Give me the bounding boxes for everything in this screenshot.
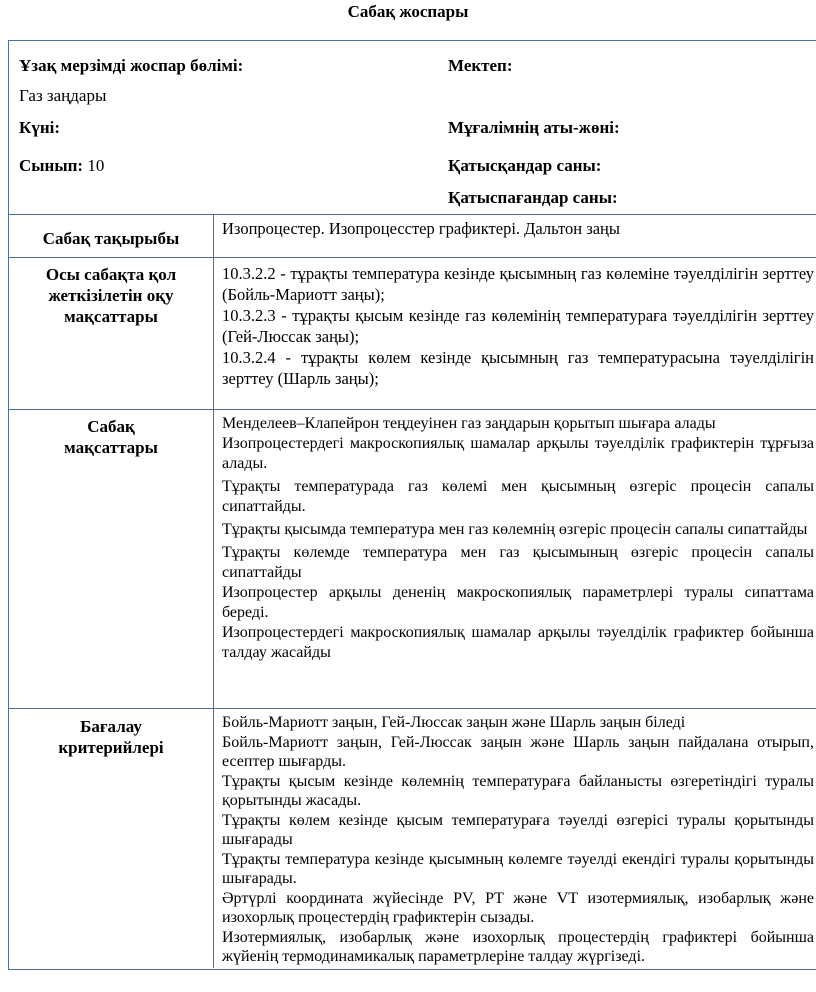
assessment-criteria-label-line: критерийлері <box>58 738 164 757</box>
lesson-objectives-label-line: Сабақ <box>87 417 135 436</box>
assessment-criteria-label <box>10 716 212 758</box>
lesson-objectives-label-line: мақсаттары <box>64 438 158 457</box>
criterion-item: Тұрақты температура кезінде қысымның көлемге тәуелді екендігі туралы қорытынды шығарады. <box>222 850 814 887</box>
lesson-objectives-list <box>222 414 814 666</box>
table-divider <box>8 257 816 258</box>
lesson-objective-item: Тұрақты температурада газ көлемі мен қысымның өзгеріс процесін сапалы сипаттайды. <box>222 478 814 515</box>
column-divider <box>213 214 214 968</box>
class-label: Сынып: <box>19 156 84 175</box>
criterion-item: Бойль-Мариотт заңын, Гей-Люссак заңын және Шарль заңын біледі <box>222 714 686 731</box>
absent-count-label: Қатыспағандар саны: <box>448 188 618 207</box>
class-value: 10 <box>87 156 105 175</box>
criterion-item: Әртүрлі координата жүйесінде PV, PT және VT изотермиялық, изобарлық және изохорлық процестердің графиктерін сызады. <box>222 889 815 926</box>
assessment-criteria-label-line: Бағалау <box>80 717 142 736</box>
table-divider <box>8 214 816 215</box>
lesson-objective-item: Менделеев–Клапейрон теңдеуінен газ заңдарын қорытып шығара алады <box>222 415 716 432</box>
document-title: Сабақ жоспары <box>347 2 469 21</box>
school-label: Мектеп: <box>448 56 513 75</box>
lesson-objective-item: Тұрақты қысымда температура мен газ көлемнің өзгеріс процесін сапалы сипаттайды <box>222 521 808 538</box>
lesson-objective-item: Изопроцестердегі макроскопиялық шамалар арқылы тәуелділік графиктерін тұрғыза алады. <box>222 435 814 472</box>
topic-value: Изопроцестер. Изопроцесстер графиктері. Дальтон заңы <box>222 219 620 238</box>
assessment-criteria-list <box>222 713 814 967</box>
criterion-item: Тұрақты көлем кезінде қысым температураға тәуелді өзгерісі туралы қорытынды шығарады <box>222 811 814 848</box>
lesson-objective-item: Изопроцестер арқылы дененің макроскопиялық параметрлері туралы сипаттама береді. <box>222 584 814 621</box>
long-term-plan-value: Газ заңдары <box>19 86 107 105</box>
present-count-label: Қатысқандар саны: <box>448 156 602 175</box>
learning-objective-item: 10.3.2.4 - тұрақты көлем кезінде қысымның газ температурасына тәуелділігін зерттеу (Шарль заңы); <box>222 348 814 388</box>
learning-objectives-label: Осы сабақта қол жеткізілетін оқу мақсаттары <box>45 265 177 326</box>
criterion-item: Бойль-Мариотт заңын, Гей-Люссак заңын және Шарль заңын пайдалана отырып, есептер шығарды. <box>222 733 814 770</box>
lesson-objective-item: Изопроцестердегі макроскопиялық шамалар арқылы тәуелділік графиктер бойынша талдау жасайды <box>222 624 814 661</box>
lesson-objective-item: Тұрақты көлемде температура мен газ қысымының өзгеріс процесін сапалы сипаттайды <box>222 544 814 581</box>
criterion-item: Изотермиялық, изобарлық және изохорлық процестердің графиктері бойынша жүйенің термодинамикалық параметрлеріне талдау жүргізеді. <box>222 928 814 965</box>
learning-objective-item: 10.3.2.3 - тұрақты қысым кезінде газ көлемінің температураға тәуелділігін зерттеу (Гей-Люссак заңы); <box>222 306 814 346</box>
topic-label: Сабақ тақырыбы <box>42 229 180 248</box>
long-term-plan-label: Ұзақ мерзімді жоспар бөлімі: <box>19 56 244 75</box>
table-divider <box>8 708 816 709</box>
lesson-objectives-label <box>10 416 212 458</box>
criterion-item: Тұрақты қысым кезінде көлемнің температураға байланысты өзгеретіндігі туралы қорытынды жасады. <box>222 772 814 809</box>
learning-objective-item: 10.3.2.2 - тұрақты температура кезінде қысымның газ көлеміне тәуелділігін зерттеу (Бойль-Мариотт заңы); <box>222 264 814 304</box>
table-divider <box>8 409 816 410</box>
teacher-label: Мұғалімнің аты-жөні: <box>448 118 620 137</box>
class-field <box>19 155 104 177</box>
learning-objectives-list <box>222 263 814 389</box>
date-label: Күні: <box>19 118 61 137</box>
